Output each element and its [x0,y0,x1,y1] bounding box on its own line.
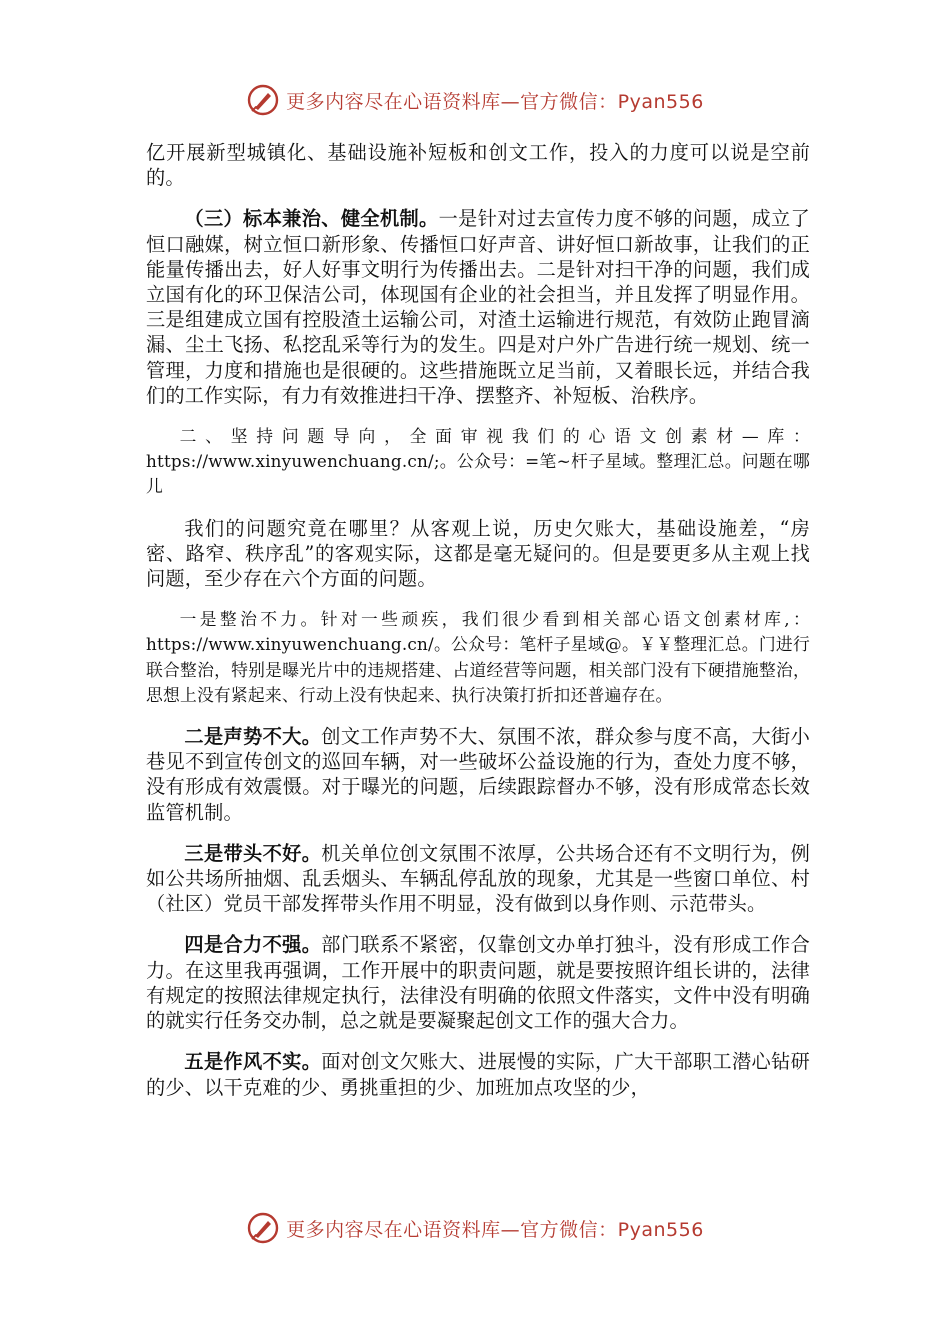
paragraph-6 [146,724,810,825]
paragraph-8 [146,932,810,1033]
header-banner [0,76,950,124]
paragraph-6-text: 创文工作声势不大、氛围不浓，群众参与度不高，大街小巷见不到宣传创文的巡回车辆，对一些破坏公益设施的行为，查处力度不够，没有形成有效震慑。对于曝光的问题，后续跟踪督办不够，没有形成常态长效监管机制。 [146,725,810,824]
section-three-heading: （三）标本兼治、健全机制。 [184,207,439,231]
document-body [146,140,810,1116]
point-four-heading: 四是合力不强。 [184,933,322,957]
pen-logo-icon [246,83,280,117]
paragraph-9 [146,1049,810,1099]
paragraph-5: 一是整治不力。针对一些顽疾，我们很少看到相关部心语文创素材库,：https://www.xinyuwenchuang.cn/。公众号：笔杆子星域@。￥￥整理汇总。门进行联合整治，特别是曝光片中的违规搭建、占道经营等问题，相关部门没有下硬措施整治，思想上没有紧起来、行动上没有快起来、执行决策打折扣还普遍存在。 [146,609,810,705]
paragraph-1: 亿开展新型城镇化、基础设施补短板和创文工作，投入的力度可以说是空前的。 [146,141,810,190]
paragraph-7-text: 机关单位创文氛围不浓厚，公共场合还有不文明行为，例如公共场所抽烟、乱丢烟头、车辆乱停乱放的现象，尤其是一些窗口单位、村（社区）党员干部发挥带头作用不明显，没有做到以身作则、示范带头。 [146,841,810,916]
point-five-heading: 五是作风不实。 [184,1050,322,1074]
pen-logo-icon [246,1211,280,1245]
paragraph-3: 二、坚持问题导向，全面审视我们的心语文创素材—库：https://www.xinyuwenchuang.cn/;。公众号：=笔~杆子星域。整理汇总。问题在哪儿 [146,426,810,497]
paragraph-2-text: 一是针对过去宣传力度不够的问题，成立了恒口融媒，树立恒口新形象、传播恒口好声音、讲好恒口新故事，让我们的正能量传播出去，好人好事文明行为传播出去。二是针对扫干净的问题，我们成立国有化的环卫保洁公司，体现国有企业的社会担当，并且发挥了明显作用。三是组建成立国有控股渣土运输公司，对渣土运输进行规范，有效防止跑冒滴漏、尘土飞扬、私挖乱采等行为的发生。四是对户外广告进行统一规划、统一管理，力度和措施也是很硬的。这些措施既立足当前，又着眼长远，并结合我们的工作实际，有力有效推进扫干净、摆整齐、补短板、治秩序。 [146,207,810,407]
paragraph-9-text: 面对创文欠账大、进展慢的实际，广大干部职工潜心钻研的少、以干克难的少、勇挑重担的少、加班加点攻坚的少， [146,1050,810,1099]
footer-banner [0,1204,950,1252]
paragraph-4: 我们的问题究竟在哪里？从客观上说，历史欠账大，基础设施差，“房密、路窄、秩序乱”的客观实际，这都是毫无疑问的。但是要更多从主观上找问题，至少存在六个方面的问题。 [146,516,810,591]
footer-banner-text: 更多内容尽在心语资料库—官方微信：Pyan556 [286,1218,704,1241]
paragraph-7 [146,841,810,917]
paragraph-2 [146,206,810,408]
point-three-heading: 三是带头不好。 [184,841,322,865]
point-two-heading: 二是声势不大。 [184,725,322,749]
header-banner-text: 更多内容尽在心语资料库—官方微信：Pyan556 [286,90,704,113]
paragraph-8-text: 部门联系不紧密，仅靠创文办单打独斗，没有形成工作合力。在这里我再强调，工作开展中的职责问题，就是要按照许组长讲的，法律有规定的按照法律规定执行，法律没有明确的依照文件落实，文件中没有明确的就实行任务交办制，总之就是要凝聚起创文工作的强大合力。 [146,933,810,1033]
